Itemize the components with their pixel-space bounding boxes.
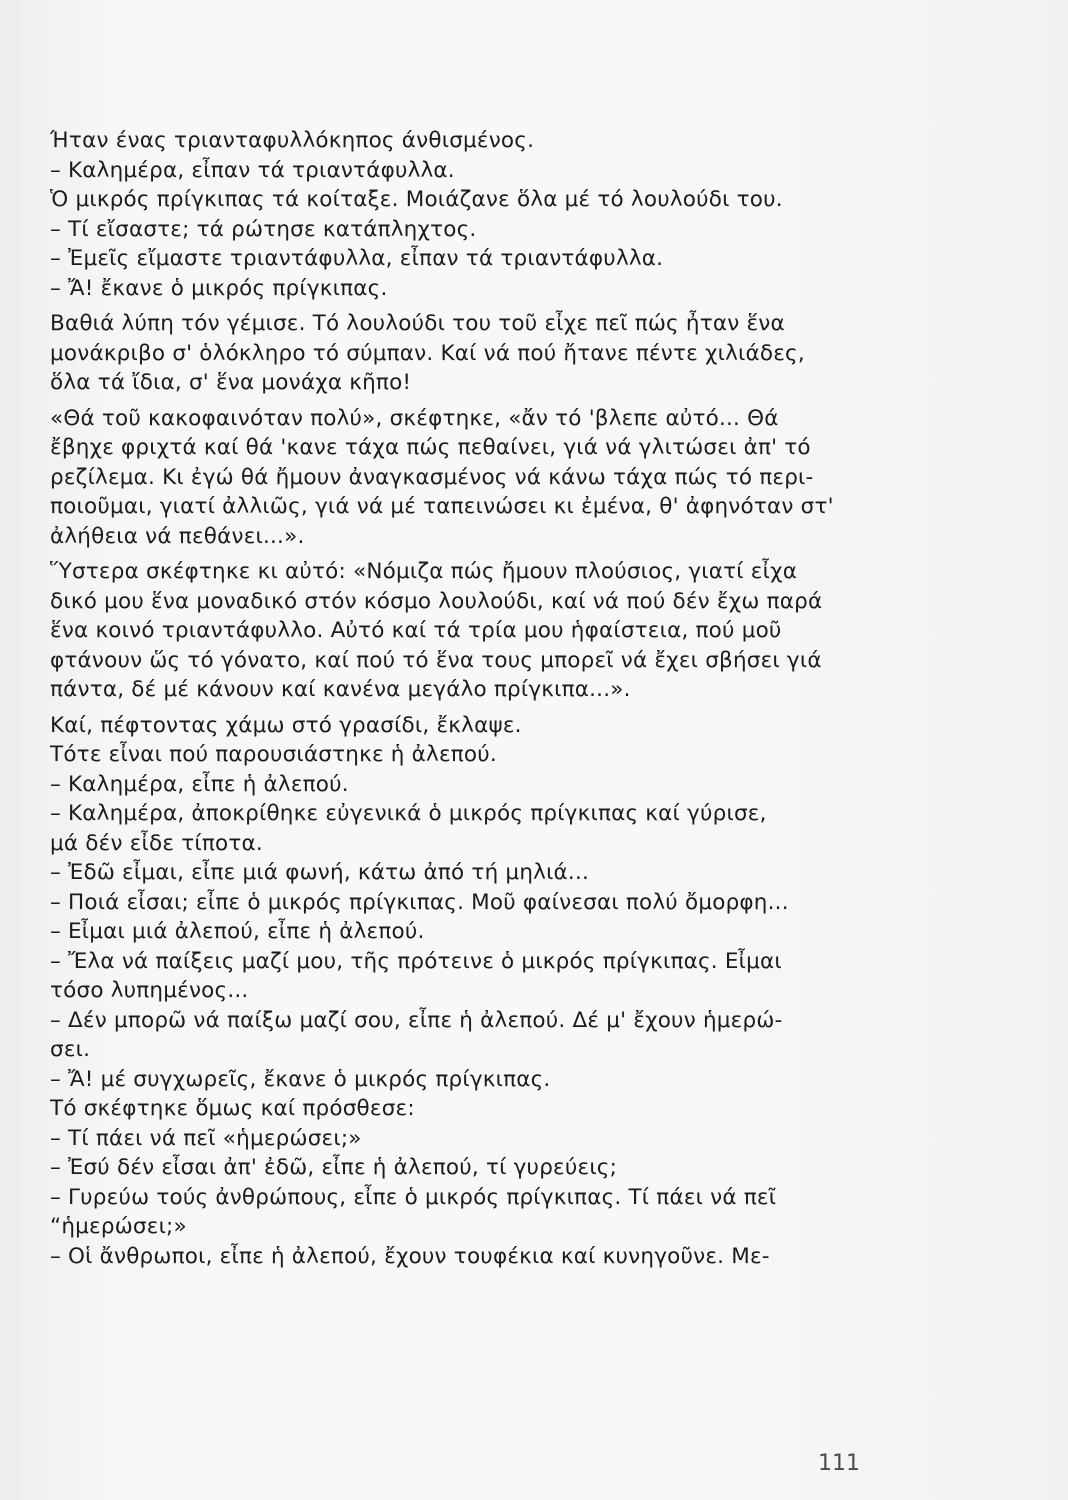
- text-line: – Καλημέρα, ἀποκρίθηκε εὐγενικά ὁ μικρός πρίγκιπας καί γύρισε,: [50, 801, 767, 826]
- text-line: Ήταν ένας τριανταφυλλόκηπος άνθισμένος.: [50, 128, 535, 153]
- text-line: – Εἶμαι μιά ἀλεπού, εἶπε ἡ ἀλεπού.: [50, 919, 425, 944]
- text-line: φτάνουν ὥς τό γόνατο, καί πού τό ἕνα τους μπορεῖ νά ἔχει σβήσει γιά: [50, 647, 822, 673]
- text-line: – Καλημέρα, εἶπε ἡ ἀλεπού.: [50, 771, 349, 797]
- text-line: μά δέν εἶδε τίποτα.: [50, 830, 263, 856]
- text-line: ποιοῦμαι, γιατί ἀλλιῶς, γιά νά μέ ταπεινώσει κι ἐμένα, θ' ἀφηνόταν στ': [50, 494, 834, 519]
- text-line: ὅλα τά ἴδια, σ' ἕνα μονάχα κῆπο!: [50, 370, 412, 395]
- page-text: [50, 126, 870, 1271]
- text-line: Καί, πέφτοντας χάμω στό γρασίδι, ἔκλαψε.: [50, 712, 522, 738]
- text-line: Τότε εἶναι πού παρουσιάστηκε ἡ ἀλεπού.: [50, 742, 497, 767]
- text-line: δικό μου ἕνα μοναδικό στόν κόσμο λουλούδι, καί νά πού δέν ἔχω παρά: [50, 588, 823, 614]
- text-line: – Ἔλα νά παίξεις μαζί μου, τῆς πρότεινε ὁ μικρός πρίγκιπας. Εἶμαι: [50, 948, 782, 974]
- text-line: μονάκριβο σ' ὁλόκληρο τό σύμπαν. Καί νά πού ἤτανε πέντε χιλιάδες,: [50, 340, 805, 366]
- text-line: – Ποιά εἶσαι; εἶπε ὁ μικρός πρίγκιπας. Μοῦ φαίνεσαι πολύ ὄμορφη...: [50, 889, 789, 915]
- text-line: – Καλημέρα, εἶπαν τά τριαντάφυλλα.: [50, 157, 455, 183]
- text-line: Ὁ μικρός πρίγκιπας τά κοίταξε. Μοιάζανε ὅλα μέ τό λουλούδι του.: [50, 187, 783, 212]
- text-line: ἀλήθεια νά πεθάνει...».: [50, 523, 305, 549]
- text-line: σει.: [50, 1037, 91, 1062]
- text-line: – Ἐσύ δέν εἶσαι ἀπ' ἐδῶ, εἶπε ἡ ἀλεπού, τί γυρεύεις;: [50, 1155, 618, 1180]
- text-line: – Δέν μπορῶ νά παίξω μαζί σου, εἶπε ἡ ἀλεπού. Δέ μ' ἔχουν ἡμερώ-: [50, 1007, 783, 1033]
- text-line: – Γυρεύω τούς ἀνθρώπους, εἶπε ὁ μικρός πρίγκιπας. Τί πάει νά πεῖ: [50, 1184, 777, 1210]
- text-line: τόσο λυπημένος...: [50, 978, 249, 1003]
- text-line: ρεζίλεμα. Κι ἐγώ θά ἤμουν ἀναγκασμένος νά κάνω τάχα πώς τό περι-: [50, 464, 814, 490]
- text-line: Ὕστερα σκέφτηκε κι αὐτό: «Νόμιζα πώς ἤμουν πλούσιος, γιατί εἶχα: [50, 559, 798, 584]
- text-line: ἔβηχε φριχτά καί θά 'κανε τάχα πώς πεθαίνει, γιά νά γλιτώσει ἀπ' τό: [50, 435, 811, 460]
- text-line: – Ἄ! μέ συγχωρεῖς, ἔκανε ὁ μικρός πρίγκιπας.: [50, 1066, 551, 1092]
- text-line: Βαθιά λύπη τόν γέμισε. Τό λουλούδι του τοῦ εἶχε πεῖ πώς ἦταν ἕνα: [50, 311, 785, 336]
- text-line: Τό σκέφτηκε ὅμως καί πρόσθεσε:: [50, 1096, 415, 1121]
- text-line: “ἡμερώσει;»: [50, 1214, 187, 1239]
- text-line: πάντα, δέ μέ κάνουν καί κανένα μεγάλο πρίγκιπα...».: [50, 677, 631, 702]
- text-line: – Ἐμεῖς εἴμαστε τριαντάφυλλα, εἶπαν τά τριαντάφυλλα.: [50, 246, 664, 271]
- page-number: 111: [818, 1451, 860, 1476]
- text-line: – Τί πάει νά πεῖ «ἡμερώσει;»: [50, 1125, 362, 1151]
- text-line: – Οἱ ἄνθρωποι, εἶπε ἡ ἀλεπού, ἔχουν τουφέκια καί κυνηγοῦνε. Με-: [50, 1243, 770, 1269]
- text-line: «Θά τοῦ κακοφαινόταν πολύ», σκέφτηκε, «ἄν τό 'βλεπε αὐτό... Θά: [50, 405, 779, 431]
- text-line: ἕνα κοινό τριαντάφυλλο. Αὐτό καί τά τρία μου ἡφαίστεια, πού μοῦ: [50, 618, 782, 643]
- text-line: – Ἄ! ἔκανε ὁ μικρός πρίγκιπας.: [50, 275, 388, 301]
- text-line: – Τί εἴσαστε; τά ρώτησε κατάπληχτος.: [50, 216, 477, 242]
- text-line: – Ἐδῶ εἶμαι, εἶπε μιά φωνή, κάτω ἀπό τή μηλιά...: [50, 860, 590, 885]
